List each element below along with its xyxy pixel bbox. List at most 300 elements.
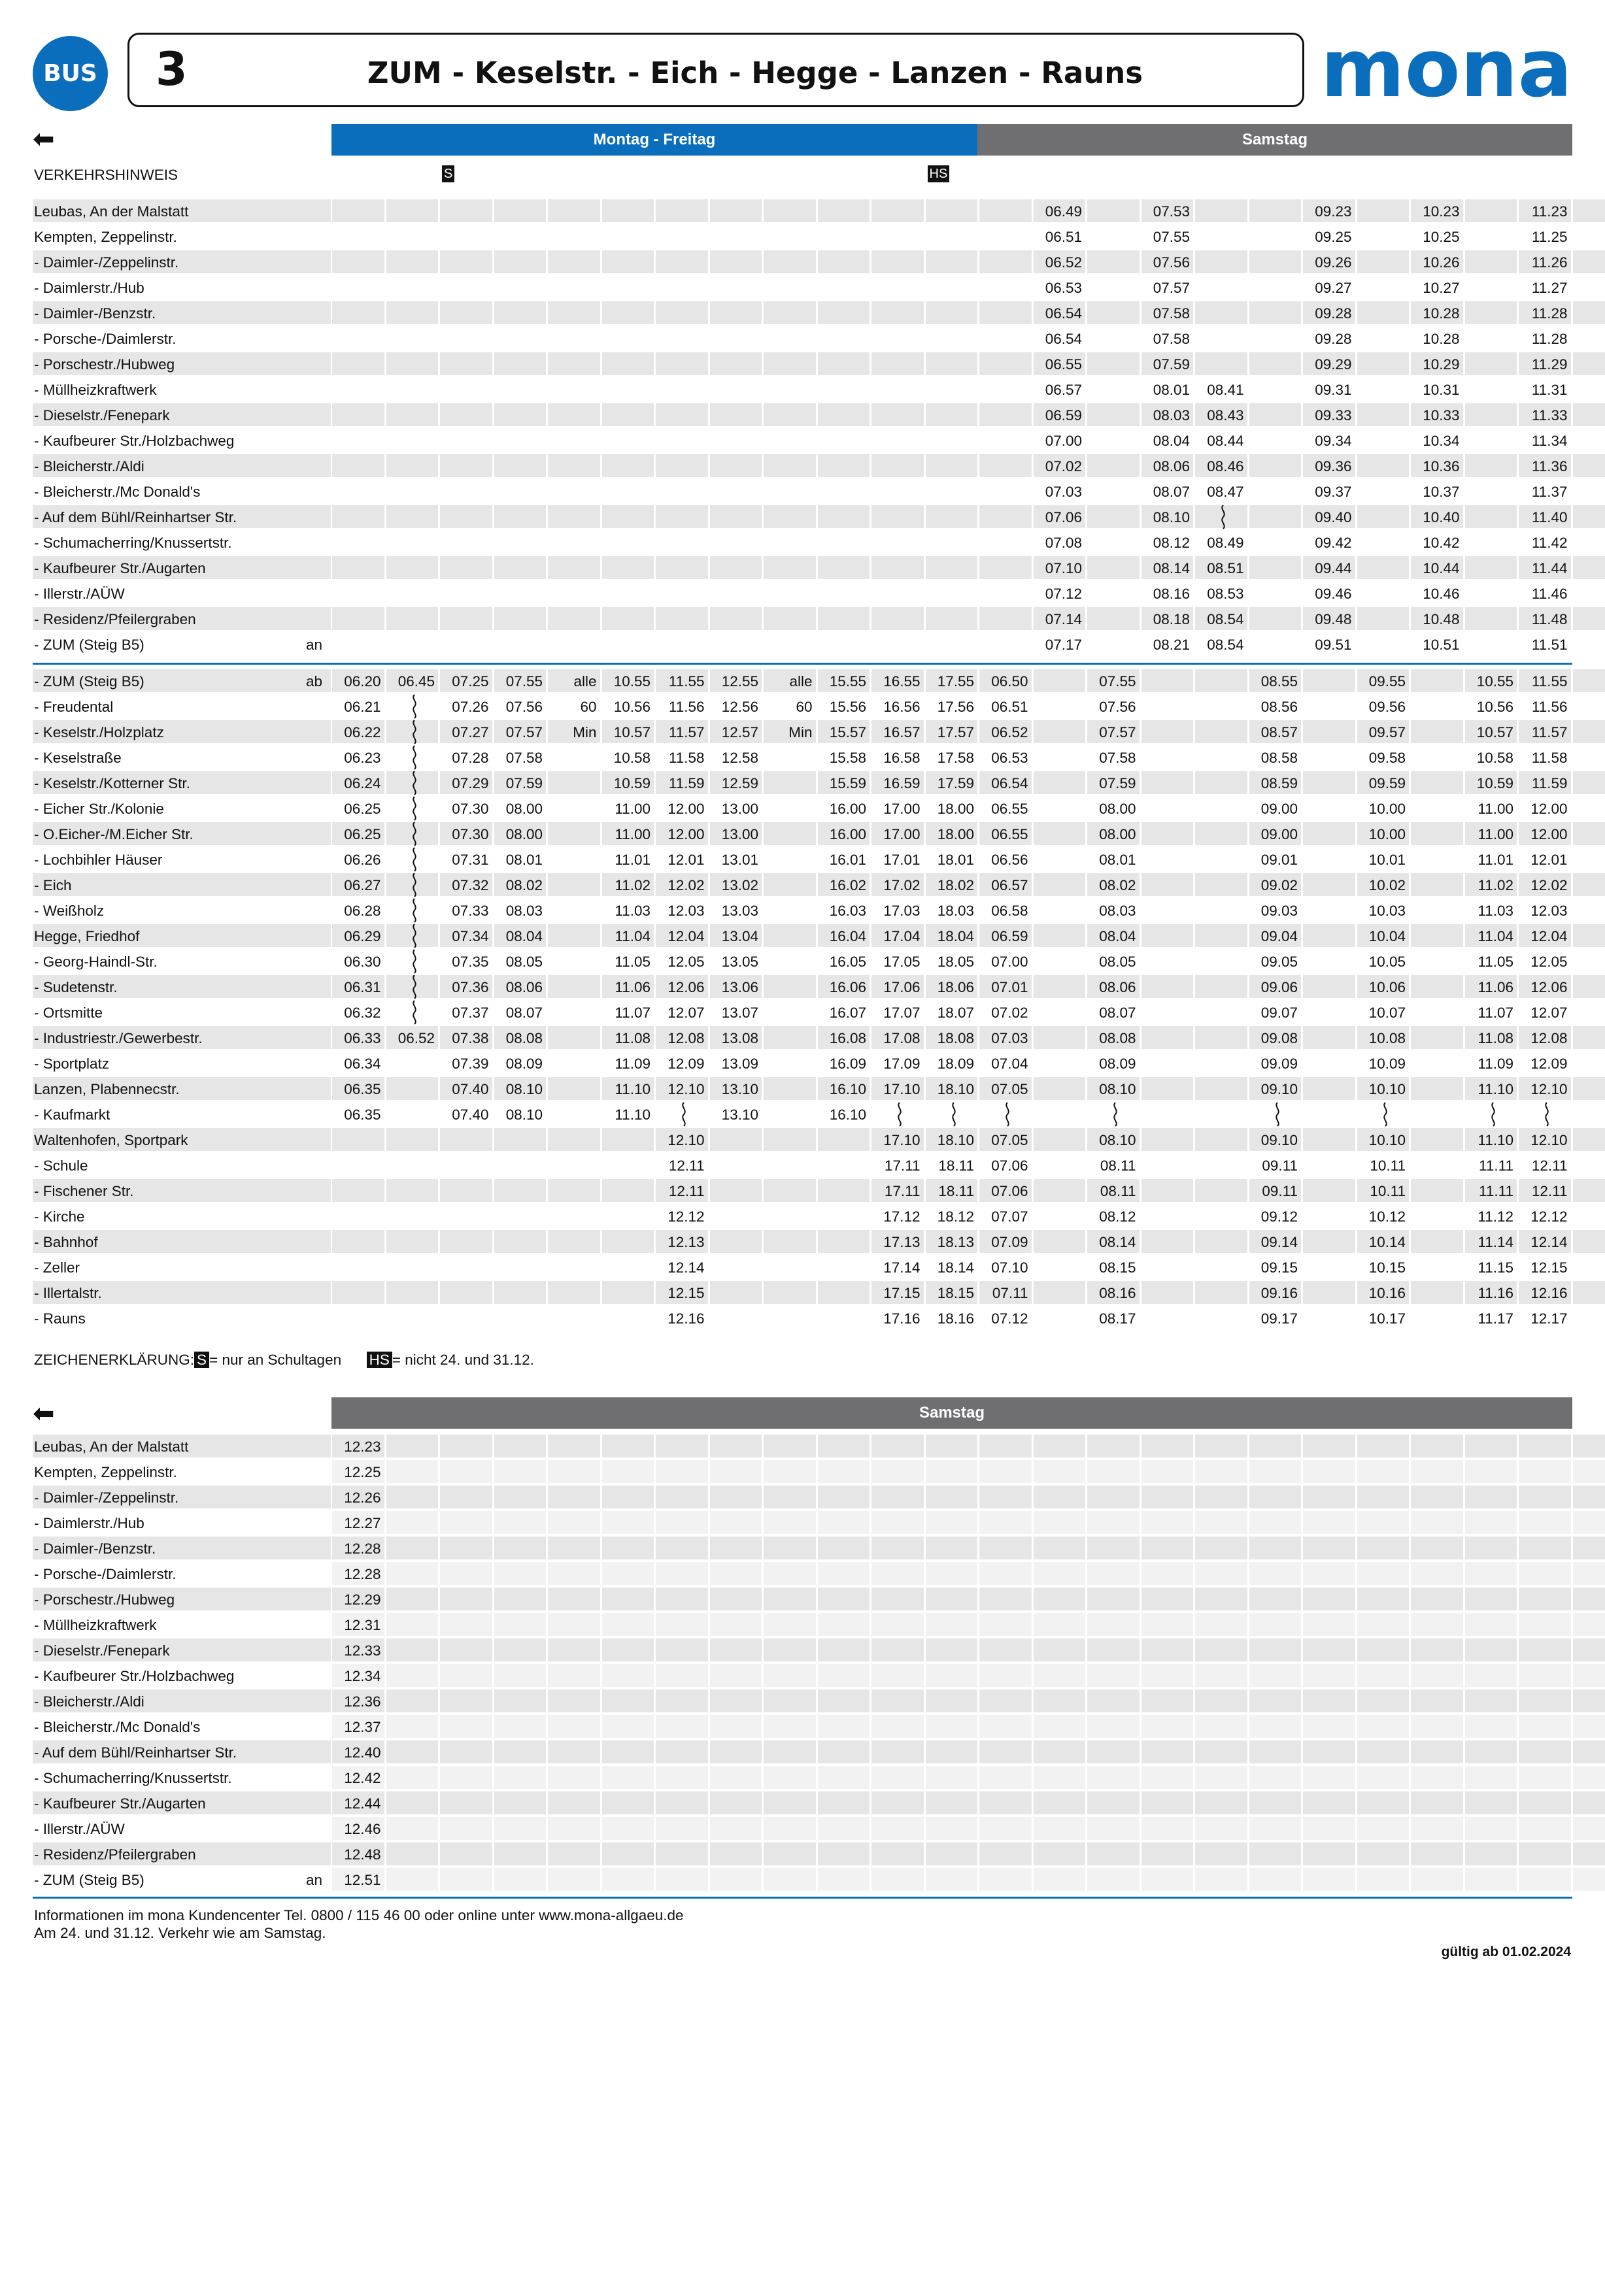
cell-shade	[494, 1460, 547, 1483]
time-cell: 07.55	[1153, 229, 1190, 245]
cell-shade	[926, 1562, 978, 1585]
interruption-wave-icon	[679, 1102, 688, 1127]
cell-shade	[1573, 1077, 1605, 1100]
cell-shade	[332, 1230, 384, 1253]
band-saturday-2: Samstag	[331, 1397, 1572, 1429]
time-cell: 12.34	[344, 1668, 381, 1684]
header-box	[127, 33, 1304, 107]
cell-shade	[548, 1715, 600, 1738]
cell-shade	[548, 1230, 600, 1253]
cell-shade	[494, 1281, 547, 1304]
cell-shade	[818, 1128, 870, 1151]
cell-shade	[1141, 924, 1194, 947]
cell-shade	[979, 556, 1032, 579]
time-cell: 17.10	[883, 1081, 921, 1097]
cell-shade	[332, 301, 384, 324]
cell-shade	[871, 1817, 924, 1840]
time-cell: 08.05	[505, 954, 543, 970]
cell-shade	[1141, 1128, 1194, 1151]
time-cell: 12.02	[667, 877, 705, 893]
cell-shade	[1357, 403, 1410, 426]
cell-shade	[1034, 1077, 1086, 1100]
cell-shade	[710, 250, 762, 273]
cell-shade	[1034, 822, 1086, 845]
cell-shade	[764, 1460, 816, 1483]
cell-shade	[764, 1179, 816, 1202]
time-cell: 12.15	[667, 1285, 705, 1301]
cell-shade	[1411, 1613, 1463, 1636]
time-cell: 16.05	[829, 954, 866, 970]
cell-shade	[656, 1740, 708, 1763]
cell-shade	[764, 822, 816, 845]
cell-shade	[710, 199, 762, 222]
cell-shade	[1573, 607, 1605, 630]
time-cell: 10.08	[1368, 1030, 1406, 1046]
time-cell: 07.25	[452, 673, 489, 690]
cell-shade	[440, 199, 492, 222]
cell-shade	[548, 924, 600, 947]
cell-shade	[1357, 352, 1410, 375]
cell-shade	[1411, 1435, 1463, 1457]
stop-name: - Freudental	[34, 699, 114, 715]
time-cell: 09.36	[1315, 458, 1352, 474]
cell-shade	[1303, 1664, 1355, 1687]
cell-shade	[1465, 1562, 1517, 1585]
time-cell: 09.51	[1315, 637, 1352, 653]
time-cell: 07.32	[452, 877, 489, 893]
time-cell: 13.09	[721, 1056, 758, 1072]
cell-shade	[1357, 1689, 1410, 1712]
cell-shade	[1357, 1613, 1410, 1636]
cell-shade	[548, 1511, 600, 1534]
cell-shade	[1034, 1664, 1086, 1687]
cell-shade	[871, 505, 924, 528]
cell-shade	[764, 1842, 816, 1865]
time-cell: 06.21	[344, 699, 381, 715]
cell-shade	[386, 1511, 439, 1534]
cell-shade	[602, 1689, 654, 1712]
cell-shade	[764, 1740, 816, 1763]
cell-shade	[764, 199, 816, 222]
cell-shade	[1034, 1179, 1086, 1202]
cell-shade	[386, 607, 439, 630]
cell-shade	[602, 1613, 654, 1636]
time-cell: 15.55	[829, 673, 866, 690]
cell-shade	[494, 1562, 547, 1585]
time-cell: 17.56	[937, 699, 974, 715]
cell-shade	[818, 454, 870, 477]
time-cell: 16.10	[829, 1081, 866, 1097]
time-cell: 09.56	[1368, 699, 1406, 715]
time-cell: 08.08	[505, 1030, 543, 1046]
time-cell: 11.46	[1531, 586, 1568, 602]
cell-shade	[1357, 1740, 1410, 1763]
time-cell: 10.14	[1368, 1234, 1406, 1250]
time-cell: 07.30	[452, 801, 489, 817]
time-cell: 08.14	[1099, 1234, 1136, 1250]
time-cell: 08.07	[505, 1005, 543, 1021]
time-cell: 09.28	[1315, 331, 1352, 347]
cell-shade	[764, 454, 816, 477]
time-cell: 16.57	[883, 724, 921, 740]
time-cell: 06.52	[1045, 254, 1082, 271]
cell-shade	[656, 505, 708, 528]
cell-shade	[1087, 1460, 1140, 1483]
time-cell: 07.56	[505, 699, 543, 715]
time-cell: 11.23	[1531, 203, 1568, 220]
interruption-wave-icon	[410, 771, 419, 795]
time-cell: 11.06	[615, 979, 650, 995]
time-cell: 18.00	[937, 801, 974, 817]
cell-shade	[602, 250, 654, 273]
cell-shade	[1087, 250, 1140, 273]
cell-shade	[710, 505, 762, 528]
cell-shade	[440, 1842, 492, 1865]
cell-shade	[602, 1791, 654, 1814]
cell-shade	[1087, 607, 1140, 630]
time-cell: 11.10	[615, 1106, 650, 1123]
cell-shade	[818, 1664, 870, 1687]
time-cell: 11.03	[615, 903, 650, 919]
time-cell: 18.03	[937, 903, 974, 919]
time-cell: 08.10	[1099, 1132, 1136, 1148]
cell-shade	[1195, 1562, 1247, 1585]
cell-shade	[602, 556, 654, 579]
cell-shade	[979, 1613, 1032, 1636]
cell-shade	[1465, 454, 1517, 477]
stop-name: - Porsche-/Daimlerstr.	[34, 331, 177, 347]
cell-shade	[1195, 1664, 1247, 1687]
time-cell: 11.51	[1531, 637, 1568, 653]
cell-shade	[602, 1460, 654, 1483]
cell-shade	[386, 1766, 439, 1789]
cell-shade	[440, 1689, 492, 1712]
cell-shade	[548, 975, 600, 998]
time-cell: 11.14	[1478, 1234, 1513, 1250]
stop-name: - Schumacherring/Knussertstr.	[34, 1770, 232, 1786]
time-cell: 12.40	[344, 1744, 381, 1761]
time-cell: 08.41	[1207, 382, 1244, 398]
cell-shade	[494, 1435, 547, 1457]
cell-shade	[548, 1588, 600, 1610]
time-cell: 07.07	[991, 1208, 1028, 1225]
time-cell: 10.57	[1476, 724, 1513, 740]
cell-shade	[1141, 873, 1194, 896]
time-cell: 09.31	[1315, 382, 1352, 398]
time-cell: 08.02	[1099, 877, 1136, 893]
cell-shade	[1303, 669, 1355, 692]
cell-shade	[386, 1664, 439, 1687]
time-cell: 07.14	[1045, 611, 1082, 627]
cell-shade	[386, 301, 439, 324]
cell-shade	[602, 1639, 654, 1661]
time-cell: 10.31	[1423, 382, 1460, 398]
time-cell: 06.59	[1045, 407, 1082, 424]
cell-shade	[1141, 1791, 1194, 1814]
cell-shade	[710, 1179, 762, 1202]
cell-shade	[1519, 1842, 1571, 1865]
cell-shade	[1465, 1689, 1517, 1712]
cell-shade	[1465, 352, 1517, 375]
time-cell: 10.11	[1370, 1183, 1406, 1199]
cell-shade	[1034, 1435, 1086, 1457]
time-cell: 12.10	[667, 1081, 705, 1097]
time-cell: 16.55	[883, 673, 921, 690]
time-cell: 06.54	[1045, 305, 1082, 322]
cell-shade	[1357, 1511, 1410, 1534]
time-cell: 11.42	[1531, 535, 1568, 551]
time-cell: 11.17	[1478, 1310, 1513, 1327]
time-cell: 09.15	[1260, 1259, 1298, 1276]
cell-shade	[926, 1715, 978, 1738]
cell-shade	[1249, 1766, 1302, 1789]
time-cell: 09.10	[1260, 1132, 1298, 1148]
time-cell: 08.00	[505, 801, 543, 817]
cell-shade	[764, 1588, 816, 1610]
cell-shade	[979, 250, 1032, 273]
cell-shade	[1195, 1179, 1247, 1202]
cell-shade	[1357, 301, 1410, 324]
stop-name: - Schumacherring/Knussertstr.	[34, 535, 232, 551]
cell-shade	[1465, 1613, 1517, 1636]
time-cell: 07.05	[991, 1081, 1028, 1097]
cell-shade	[548, 1537, 600, 1559]
cell-shade	[926, 1740, 978, 1763]
cell-shade	[979, 1562, 1032, 1585]
cell-shade	[1465, 199, 1517, 222]
cell-shade	[656, 1868, 708, 1891]
cell-shade	[764, 1281, 816, 1304]
cell-shade	[764, 1562, 816, 1585]
time-cell: 16.09	[829, 1056, 866, 1072]
cell-shade	[386, 1740, 439, 1763]
cell-shade	[1573, 250, 1605, 273]
time-cell: 11.05	[1478, 954, 1513, 970]
cell-shade	[1141, 1460, 1194, 1483]
time-cell: 11.59	[1531, 775, 1568, 791]
time-cell: 17.15	[883, 1285, 921, 1301]
stop-name: - Dieselstr./Fenepark	[34, 1642, 170, 1659]
cell-shade	[440, 1613, 492, 1636]
stop-name: - Bahnhof	[34, 1234, 98, 1250]
interruption-wave-icon	[410, 898, 419, 923]
interruption-wave-icon	[410, 694, 419, 719]
cell-shade	[1087, 1537, 1140, 1559]
cell-shade	[979, 1588, 1032, 1610]
cell-shade	[710, 1766, 762, 1789]
cell-shade	[764, 556, 816, 579]
cell-shade	[764, 1689, 816, 1712]
time-cell: 11.37	[1531, 484, 1568, 500]
time-cell: 06.20	[344, 673, 381, 690]
time-cell: 15.57	[829, 724, 866, 740]
left-arrow-icon: ⬅	[33, 125, 55, 154]
time-cell: 16.03	[829, 903, 866, 919]
time-cell: 07.10	[991, 1259, 1028, 1276]
cell-shade	[1357, 1562, 1410, 1585]
cell-shade	[1411, 1664, 1463, 1687]
time-cell: 07.11	[992, 1285, 1028, 1301]
cell-shade	[1249, 1562, 1302, 1585]
cell-shade	[1195, 1537, 1247, 1559]
cell-shade	[1357, 1791, 1410, 1814]
cell-shade	[1141, 1817, 1194, 1840]
cell-shade	[548, 873, 600, 896]
time-cell: 12.37	[344, 1719, 381, 1735]
cell-shade	[1034, 1486, 1086, 1508]
time-cell: 09.46	[1315, 586, 1352, 602]
cell-shade	[656, 1791, 708, 1814]
cell-shade	[1573, 1435, 1605, 1457]
time-cell: 06.35	[344, 1106, 381, 1123]
cell-shade	[1087, 1868, 1140, 1891]
cell-shade	[1195, 1740, 1247, 1763]
time-cell: 07.12	[1045, 586, 1082, 602]
cell-shade	[1357, 1588, 1410, 1610]
time-cell: 17.59	[937, 775, 974, 791]
time-cell: 07.40	[452, 1081, 489, 1097]
cell-shade	[548, 1128, 600, 1151]
time-cell: 06.24	[344, 775, 381, 791]
cell-shade	[656, 607, 708, 630]
cell-shade	[656, 1842, 708, 1865]
time-cell: 11.26	[1531, 254, 1568, 271]
cell-shade	[386, 454, 439, 477]
time-cell: 10.59	[1476, 775, 1513, 791]
cell-shade	[1195, 1486, 1247, 1508]
cell-shade	[1465, 301, 1517, 324]
cell-shade	[1411, 1179, 1463, 1202]
time-cell: 10.42	[1423, 535, 1460, 551]
cell-shade	[386, 403, 439, 426]
time-cell: 11.03	[1478, 903, 1513, 919]
stop-name: - Illerstr./AÜW	[34, 1821, 125, 1837]
cell-shade	[494, 199, 547, 222]
cell-shade	[818, 1511, 870, 1534]
time-cell: 12.09	[1530, 1056, 1568, 1072]
cell-shade	[602, 352, 654, 375]
time-cell: 13.02	[721, 877, 758, 893]
cell-shade	[440, 607, 492, 630]
time-cell: 11.25	[1531, 229, 1568, 245]
time-cell: 12.12	[1530, 1208, 1568, 1225]
cell-shade	[1357, 1435, 1410, 1457]
cell-shade	[1087, 1486, 1140, 1508]
time-cell: 07.56	[1153, 254, 1190, 271]
time-cell: 09.42	[1315, 535, 1352, 551]
cell-shade	[818, 301, 870, 324]
time-cell: 06.23	[344, 750, 381, 766]
time-cell: 12.17	[1530, 1310, 1568, 1327]
cell-shade	[764, 975, 816, 998]
time-cell: 08.09	[505, 1056, 543, 1072]
cell-shade	[440, 1562, 492, 1585]
cell-shade	[656, 199, 708, 222]
time-cell: 12.14	[1530, 1234, 1568, 1250]
cell-shade	[1195, 1511, 1247, 1534]
cell-shade	[1141, 771, 1194, 794]
cell-shade	[871, 1740, 924, 1763]
cell-shade	[1573, 556, 1605, 579]
cell-shade	[1411, 1511, 1463, 1534]
time-cell: 06.59	[991, 928, 1028, 944]
cell-shade	[332, 454, 384, 477]
cell-shade	[926, 199, 978, 222]
arrival-departure-mark: an	[306, 637, 323, 653]
cell-shade	[871, 1639, 924, 1661]
cell-shade	[1573, 1537, 1605, 1559]
time-cell: 06.25	[344, 801, 381, 817]
cell-shade	[1411, 1562, 1463, 1585]
time-cell: 12.03	[667, 903, 705, 919]
cell-shade	[1087, 199, 1140, 222]
time-cell: 09.44	[1315, 560, 1352, 576]
time-cell: 10.17	[1368, 1310, 1406, 1327]
cell-shade	[1519, 1639, 1571, 1661]
cell-shade	[1034, 924, 1086, 947]
cell-shade	[656, 352, 708, 375]
stop-name: - Schule	[34, 1157, 88, 1174]
cell-shade	[1411, 1486, 1463, 1508]
time-cell: 08.47	[1207, 484, 1244, 500]
cell-shade	[1141, 1715, 1194, 1738]
cell-shade	[1357, 1766, 1410, 1789]
stop-name: - Eicher Str./Kolonie	[34, 801, 164, 817]
cell-shade	[656, 250, 708, 273]
time-cell: 16.00	[829, 826, 866, 842]
cell-shade	[926, 1664, 978, 1687]
cell-shade	[548, 352, 600, 375]
cell-shade	[1411, 1230, 1463, 1253]
cell-shade	[764, 352, 816, 375]
time-cell: 07.58	[1153, 331, 1190, 347]
cell-shade	[979, 1511, 1032, 1534]
time-cell: 11.06	[1478, 979, 1513, 995]
cell-shade	[979, 454, 1032, 477]
cell-shade	[1357, 1842, 1410, 1865]
cell-shade	[1519, 1817, 1571, 1840]
time-cell: 09.29	[1315, 356, 1352, 373]
cell-shade	[494, 1868, 547, 1891]
cell-shade	[764, 1537, 816, 1559]
cell-shade	[1465, 607, 1517, 630]
cell-shade	[764, 1817, 816, 1840]
cell-shade	[1249, 607, 1302, 630]
time-cell: 16.10	[829, 1106, 866, 1123]
cell-shade	[710, 1511, 762, 1534]
time-cell: 07.57	[1153, 280, 1190, 296]
time-cell: 06.55	[1045, 356, 1082, 373]
time-cell: 18.10	[937, 1081, 974, 1097]
time-cell: 11.00	[615, 801, 650, 817]
cell-shade	[710, 607, 762, 630]
cell-shade	[764, 1664, 816, 1687]
cell-shade	[1357, 1486, 1410, 1508]
time-cell: 11.01	[1478, 852, 1513, 868]
time-cell: 10.10	[1368, 1081, 1406, 1097]
arrival-departure-mark: an	[306, 1872, 323, 1888]
cell-shade	[818, 1281, 870, 1304]
cell-shade	[1034, 1715, 1086, 1738]
time-cell: 11.28	[1531, 305, 1568, 322]
time-cell: 10.59	[613, 775, 650, 791]
time-cell: 09.08	[1260, 1030, 1298, 1046]
time-cell: 08.58	[1260, 750, 1298, 766]
time-cell: 08.14	[1153, 560, 1190, 576]
time-cell: 12.05	[1530, 954, 1568, 970]
cell-shade	[1519, 1868, 1571, 1891]
time-cell: 12.42	[344, 1770, 381, 1786]
